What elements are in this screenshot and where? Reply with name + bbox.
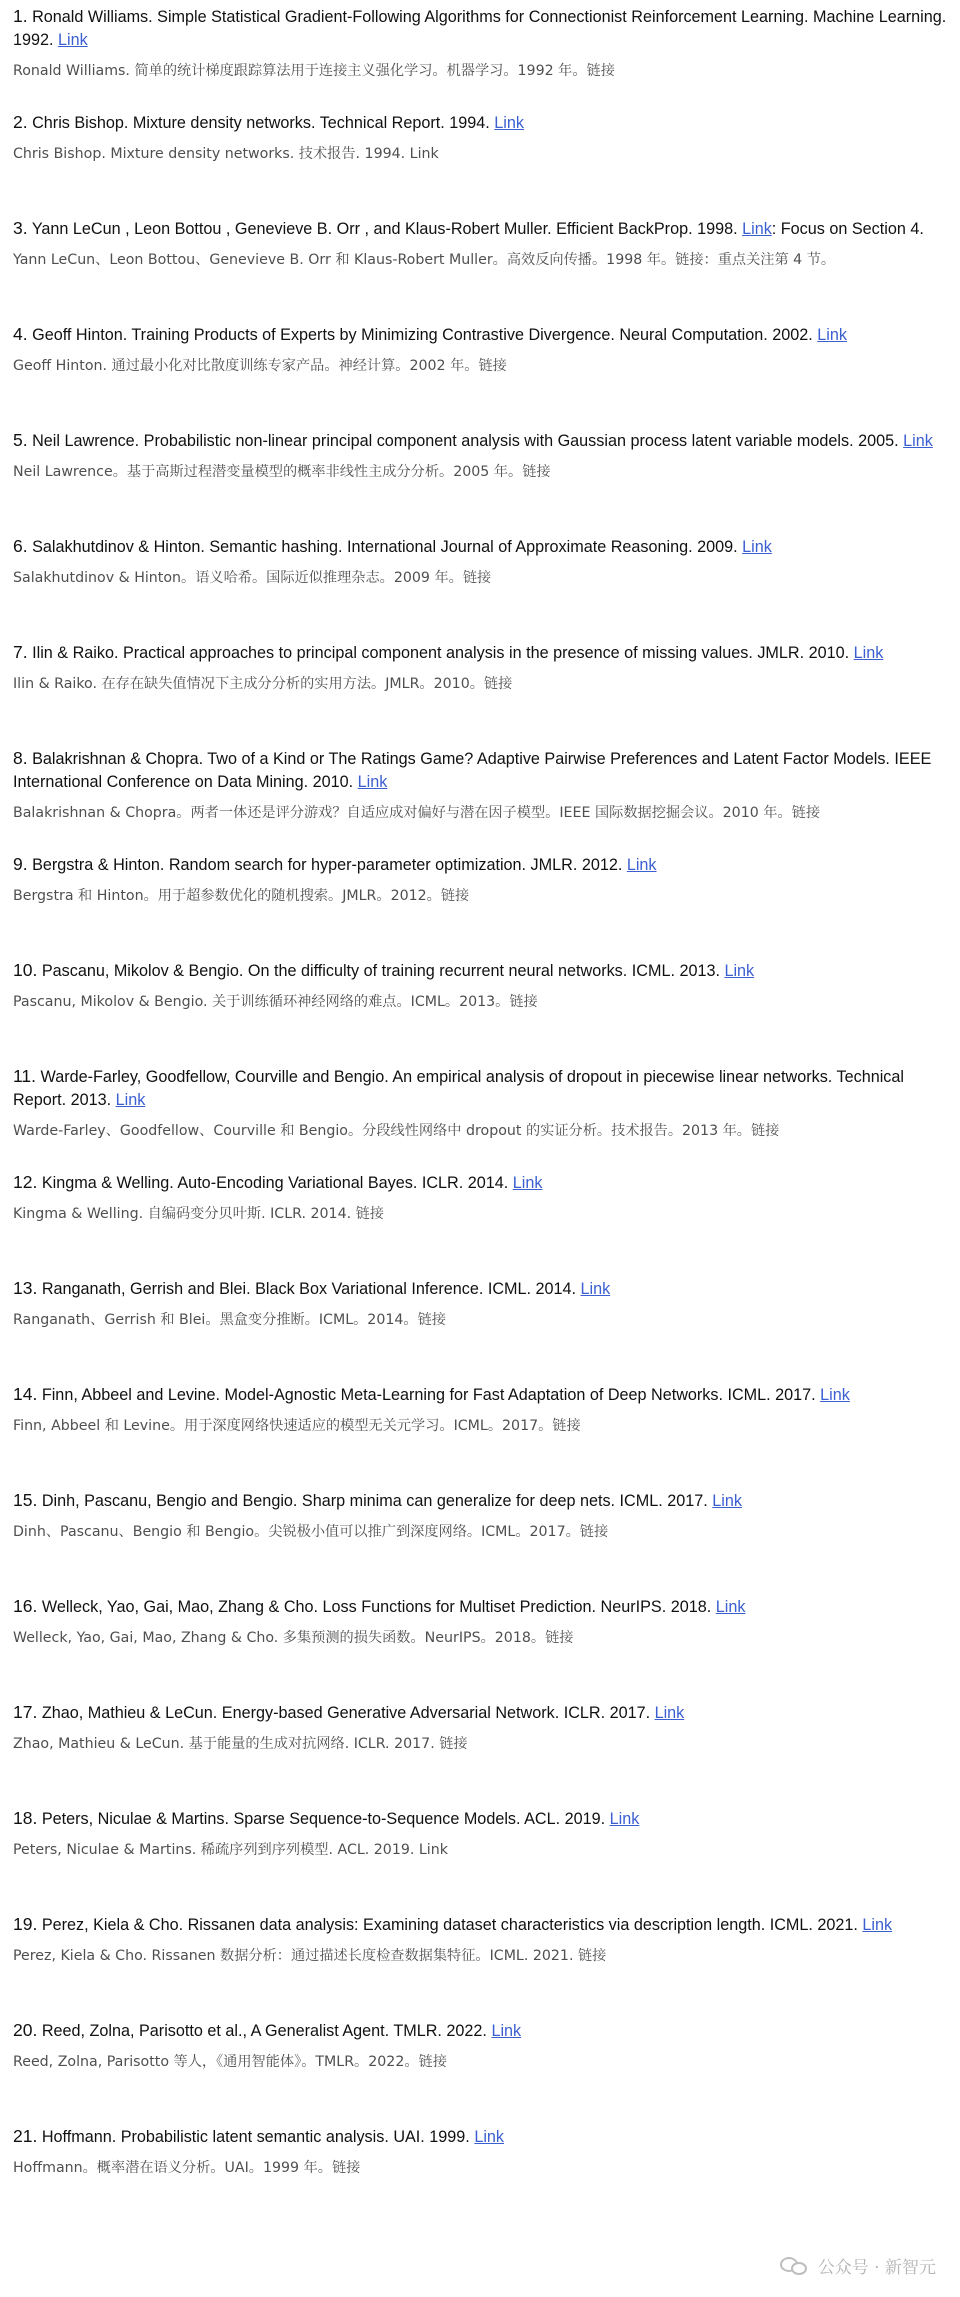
reference-link[interactable]: Link [742,220,772,238]
reference-item [13,1807,950,1913]
reference-number: 4. [13,324,28,344]
reference-item [13,5,950,111]
reference-english [13,1171,950,1195]
reference-translation: Peters, Niculae & Martins. 稀疏序列到序列模型. ACL. 2019. Link [13,1842,448,1858]
reference-translation: Bergstra 和 Hinton。用于超参数优化的随机搜索。JMLR。2012。链接 [13,888,470,904]
reference-link[interactable]: Link [474,2128,505,2146]
reference-citation: Dinh, Pascanu, Bengio and Bengio. Sharp minima can generalize for deep nets. ICML. 2017. [41,1492,708,1510]
reference-link[interactable]: Link [609,1810,640,1828]
reference-number: 9. [13,854,28,874]
reference-citation: Bergstra & Hinton. Random search for hyper-parameter optimization. JMLR. 2012. [32,856,623,874]
reference-citation: Ranganath, Gerrish and Blei. Black Box Variational Inference. ICML. 2014. [41,1280,577,1298]
reference-number: 10. [13,960,38,980]
reference-link[interactable]: Link [820,1386,850,1404]
reference-citation: Balakrishnan & Chopra. Two of a Kind or The Ratings Game? Adaptive Pairwise Preferences and Latent Factor Models. IEEE International Conference on Data Mining. 2010. [13,750,932,791]
reference-translation: Geoff Hinton. 通过最小化对比散度训练专家产品。神经计算。2002 年。链接 [13,358,507,374]
reference-translation: Warde-Farley、Goodfellow、Courville 和 Bengio。分段线性网络中 dropout 的实证分析。技术报告。2013 年。链接 [13,1123,780,1139]
reference-number: 18. [13,1808,38,1828]
reference-citation: Neil Lawrence. Probabilistic non-linear principal component analysis with Gaussian process latent variable models. 2005. [32,432,899,450]
reference-citation: Warde-Farley, Goodfellow, Courville and Bengio. An empirical analysis of dropout in piecewise linear networks. Technical Report. 2013. [13,1068,904,1109]
reference-item [13,2019,950,2125]
reference-link[interactable]: Link [903,432,933,450]
watermark-text: 公众号 · 新智元 [817,2258,936,2278]
reference-english [13,1489,950,1513]
reference-translation: Dinh、Pascanu、Bengio 和 Bengio。尖锐极小值可以推广到深度网络。ICML。2017。链接 [13,1524,609,1540]
reference-citation: Ilin & Raiko. Practical approaches to principal component analysis in the presence of missing values. JMLR. 2010. [32,644,850,662]
reference-number: 16. [13,1596,38,1616]
reference-link[interactable]: Link [724,962,755,980]
reference-citation: Salakhutdinov & Hinton. Semantic hashing. International Journal of Approximate Reasoning. 2009. [32,538,738,556]
reference-english [13,1383,950,1407]
reference-number: 2. [13,112,28,132]
reference-number: 17. [13,1702,38,1722]
reference-item [13,217,950,323]
reference-link[interactable]: Link [712,1492,742,1510]
reference-citation: Geoff Hinton. Training Products of Experts by Minimizing Contrastive Divergence. Neural Computation. 2002. [32,326,813,344]
reference-english [13,1065,950,1112]
reference-item [13,1701,950,1807]
reference-translation: Zhao, Mathieu & LeCun. 基于能量的生成对抗网络. ICLR. 2017. 链接 [13,1736,468,1752]
reference-translation: Chris Bishop. Mixture density networks. 技术报告. 1994. Link [13,146,439,162]
reference-translation: Ronald Williams. 简单的统计梯度跟踪算法用于连接主义强化学习。机器学习。1992 年。链接 [13,63,615,79]
reference-link[interactable]: Link [715,1598,746,1616]
reference-number: 11. [13,1066,37,1086]
reference-link[interactable]: Link [817,326,847,344]
reference-item [13,535,950,641]
reference-link[interactable]: Link [58,31,88,49]
reference-english [13,1701,950,1725]
reference-link[interactable]: Link [742,538,772,556]
reference-english [13,1913,950,1937]
reference-english [13,1277,950,1301]
reference-number: 3. [13,218,28,238]
reference-item [13,1383,950,1489]
reference-link[interactable]: Link [115,1091,146,1109]
reference-item [13,2125,950,2231]
reference-translation: Ilin & Raiko. 在存在缺失值情况下主成分分析的实用方法。JMLR。2010。链接 [13,676,513,692]
reference-english [13,535,950,559]
reference-link[interactable]: Link [494,114,524,132]
reference-translation: Pascanu, Mikolov & Bengio. 关于训练循环神经网络的难点。ICML。2013。链接 [13,994,538,1010]
reference-citation: Ronald Williams. Simple Statistical Gradient-Following Algorithms for Connectionist Reinforcement Learning. Machine Learning. 1992. [13,8,947,49]
reference-item [13,323,950,429]
reference-translation: Ranganath、Gerrish 和 Blei。黑盒变分推断。ICML。2014。链接 [13,1312,446,1328]
reference-item [13,1171,950,1277]
reference-link[interactable]: Link [512,1174,543,1192]
reference-number: 20. [13,2020,38,2040]
reference-english [13,323,950,347]
reference-citation: Yann LeCun , Leon Bottou , Genevieve B. Orr , and Klaus-Robert Muller. Efficient BackProp. 1998. [31,220,738,238]
reference-translation: Neil Lawrence。基于高斯过程潜变量模型的概率非线性主成分分析。2005 年。链接 [13,464,551,480]
reference-link[interactable]: Link [853,644,884,662]
reference-number: 8. [13,748,28,768]
reference-link[interactable]: Link [654,1704,685,1722]
reference-number: 21. [13,2126,38,2146]
reference-item [13,1595,950,1701]
reference-english [13,2019,950,2043]
reference-link[interactable]: Link [626,856,657,874]
reference-translation: Finn, Abbeel 和 Levine。用于深度网络快速适应的模型无关元学习。ICML。2017。链接 [13,1418,581,1434]
reference-citation: Pascanu, Mikolov & Bengio. On the difficulty of training recurrent neural networks. ICML. 2013. [41,962,720,980]
reference-english [13,1595,950,1619]
reference-citation: Hoffmann. Probabilistic latent semantic analysis. UAI. 1999. [41,2128,470,2146]
reference-item [13,959,950,1065]
reference-translation: Hoffmann。概率潜在语义分析。UAI。1999 年。链接 [13,2160,361,2176]
reference-item [13,1489,950,1595]
reference-number: 12. [13,1172,38,1192]
reference-citation: Perez, Kiela & Cho. Rissanen data analysis: Examining dataset characteristics via description length. ICML. 2021. [41,1916,858,1934]
reference-translation: Salakhutdinov & Hinton。语义哈希。国际近似推理杂志。2009 年。链接 [13,570,492,586]
reference-number: 19. [13,1914,38,1934]
reference-number: 6. [13,536,28,556]
reference-number: 1. [13,6,28,26]
reference-citation: Finn, Abbeel and Levine. Model-Agnostic Meta-Learning for Fast Adaptation of Deep Networks. ICML. 2017. [41,1386,816,1404]
reference-item [13,1277,950,1383]
reference-citation: Chris Bishop. Mixture density networks. Technical Report. 1994. [32,114,490,132]
watermark [780,2253,936,2278]
reference-item [13,429,950,535]
reference-citation: Welleck, Yao, Gai, Mao, Zhang & Cho. Loss Functions for Multiset Prediction. NeurIPS. 2018. [41,1598,712,1616]
wechat-icon [780,2255,810,2277]
reference-number: 7. [13,642,28,662]
reference-english [13,853,950,877]
reference-item [13,747,950,853]
reference-item [13,853,950,959]
reference-translation: Balakrishnan & Chopra。两者一体还是评分游戏？自适应成对偏好与潜在因子模型。IEEE 国际数据挖掘会议。2010 年。链接 [13,805,821,821]
reference-link-suffix: : Focus on Section 4. [771,220,924,238]
reference-english [13,5,950,52]
reference-number: 15. [13,1490,38,1510]
reference-translation: Reed, Zolna, Parisotto 等人，《通用智能体》。TMLR。2022。链接 [13,2054,447,2070]
reference-english [13,429,950,453]
reference-english [13,641,950,665]
reference-english [13,959,950,983]
reference-link[interactable]: Link [357,773,388,791]
reference-link[interactable]: Link [491,2022,522,2040]
reference-english [13,217,950,241]
reference-number: 13. [13,1278,38,1298]
reference-link[interactable]: Link [580,1280,611,1298]
reference-translation: Welleck, Yao, Gai, Mao, Zhang & Cho. 多集预测的损失函数。NeurIPS。2018。链接 [13,1630,574,1646]
reference-citation: Kingma & Welling. Auto-Encoding Variational Bayes. ICLR. 2014. [41,1174,509,1192]
reference-item [13,111,950,217]
reference-item [13,1913,950,2019]
reference-english [13,747,950,794]
reference-english [13,2125,950,2149]
reference-english [13,111,950,135]
reference-translation: Yann LeCun、Leon Bottou、Genevieve B. Orr 和 Klaus-Robert Muller。高效反向传播。1998 年。链接：重点关注第 4 节。 [13,252,836,268]
reference-link[interactable]: Link [862,1916,893,1934]
reference-citation: Zhao, Mathieu & LeCun. Energy-based Generative Adversarial Network. ICLR. 2017. [41,1704,651,1722]
reference-item [13,1065,950,1171]
reference-number: 5. [13,430,28,450]
reference-citation: Peters, Niculae & Martins. Sparse Sequence-to-Sequence Models. ACL. 2019. [41,1810,606,1828]
reference-citation: Reed, Zolna, Parisotto et al., A Generalist Agent. TMLR. 2022. [41,2022,487,2040]
reference-translation: Kingma & Welling. 自编码变分贝叶斯. ICLR. 2014. 链接 [13,1206,384,1222]
reference-english [13,1807,950,1831]
reference-number: 14. [13,1384,38,1404]
reference-translation: Perez, Kiela & Cho. Rissanen 数据分析：通过描述长度检查数据集特征。ICML. 2021. 链接 [13,1948,607,1964]
reference-item [13,641,950,747]
